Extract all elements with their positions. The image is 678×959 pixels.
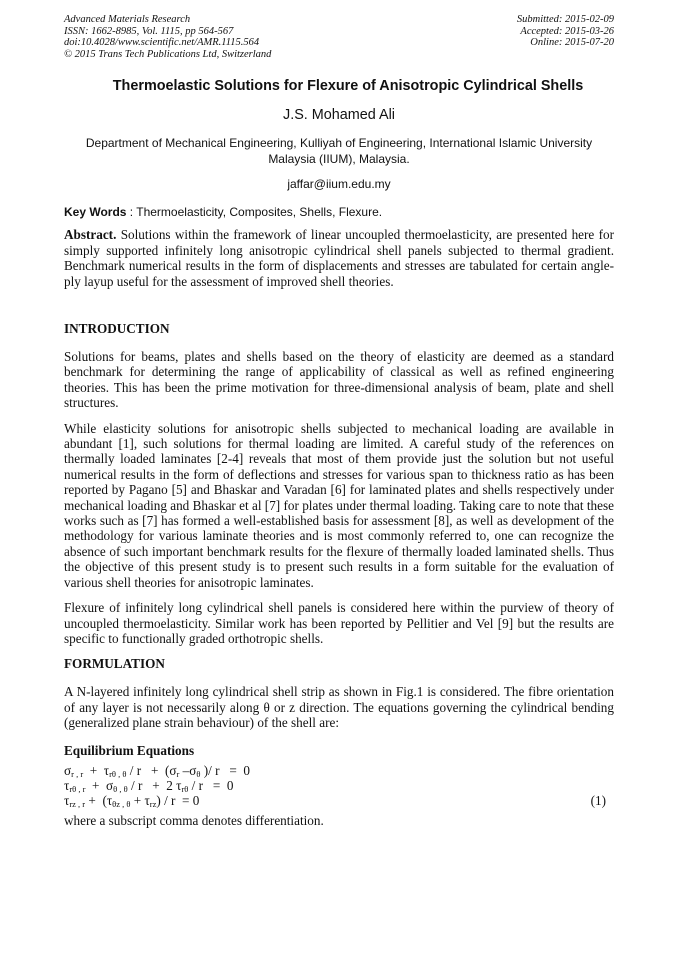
journal-issn: ISSN: 1662-8985, Vol. 1115, pp 564-567 <box>64 25 234 37</box>
online-date: Online: 2015-07-20 <box>530 37 614 49</box>
author-email: jaffar@iium.edu.my <box>287 177 391 192</box>
journal-info <box>64 14 271 60</box>
accepted-date: Accepted: 2015-03-26 <box>520 25 614 37</box>
paper-author: J.S. Mohamed Ali <box>283 107 395 124</box>
journal-header <box>64 14 614 60</box>
equation-line-1: $\sigma_{r , r} + \tau_{r\theta , \theta} / r + (\sigma_r$ $-\sigma_\theta$ )/ r = 0 <box>64 762 251 779</box>
equation-note: where a subscript comma denotes differentiation. <box>64 812 324 828</box>
journal-doi: doi:10.4028/www.scientific.net/AMR.1115.564 <box>64 37 260 49</box>
intro-paragraph-3: Flexure of infinitely long cylindrical shell panels is considered here within the purview of theory of uncoupled thermoelasticity. Similar work has been reported by Pellitier and Vel [9] but the results are specific to functionally graded orthotropic shells. <box>64 600 614 646</box>
equilibrium-equations <box>64 763 614 809</box>
keywords <box>64 205 614 219</box>
equation-line-2: $\tau_{r\theta , r} + \sigma_{\theta , \theta} / r + 2$ $\tau_{r\theta} / r = 0$ <box>64 777 234 794</box>
equation-line-3: $\tau_{rz , r} + (\tau_{\theta z , \theta} + \tau_{rz}) / r = 0$ <box>64 793 200 810</box>
journal-copyright: © 2015 Trans Tech Publications Ltd, Switzerland <box>64 48 272 60</box>
formulation-paragraph-1: A N-layered infinitely long cylindrical shell strip as shown in Fig.1 is considered. The fibre orientation of any layer is not necessarily along θ or z direction. The equations governing the cylindrical bending (generalized plane strain behaviour) of the shell are: <box>64 684 614 731</box>
journal-name: Advanced Materials Research <box>64 14 191 25</box>
affiliation-line-1: Department of Mechanical Engineering, Kulliyah of Engineering, International Islamic University <box>85 136 593 151</box>
abstract <box>64 227 614 289</box>
abstract-text: Solutions within the framework of linear uncoupled thermoelasticity, are presented here for simply supported infinitely long anisotropic cylindrical shell panels subjected to thermal gradient. Benchmark numerical results in the form of displacements and stresses are tabulated for certain angle-ply layup useful for the assessment of improved shell theories. <box>64 227 614 289</box>
formulation-heading: FORMULATION <box>64 656 165 672</box>
paper-page <box>64 14 614 828</box>
intro-paragraph-1: Solutions for beams, plates and shells based on the theory of elasticity are deemed as a standard benchmark for determining the range of applicability of classical as well as refined engineering theories. This has been the prime motivation for three-dimensional analysis of beam, plate and shell structures. <box>64 349 614 411</box>
paper-title: Thermoelastic Solutions for Flexure of Anisotropic Cylindrical Shells <box>112 78 584 95</box>
submission-dates <box>517 14 614 60</box>
author-affiliation <box>64 135 614 167</box>
keywords-list: : Thermoelasticity, Composites, Shells, Flexure. <box>126 205 383 220</box>
affiliation-line-2: Malaysia (IIUM), Malaysia. <box>268 152 410 167</box>
equilibrium-heading: Equilibrium Equations <box>64 742 195 758</box>
keywords-label: Key Words <box>64 205 127 220</box>
submitted-date: Submitted: 2015-02-09 <box>516 14 614 25</box>
equation-number: (1) <box>590 793 606 809</box>
intro-paragraph-2: While elasticity solutions for anisotropic shells subjected to mechanical loading are available in abundant [1], such solutions for thermal loading are limited. A careful study of the references on thermally loaded laminates [2-4] reveals that most of them provide just the solution but not useful numerical results in the form of deflections and stresses for various span to thickness ratio as has been reported by Pagano [5] and Bhaskar and Varadan [6] for laminated plates and shells respectively under mechanical loading and Bhaskar et al [7] for plates under thermal loading. Taking care to note that these works such as [7] has formed a well-established basis for assessment [8], as well as development of the methodology for various laminate theories and is most commonly referred to, one can recognize the absence of such important benchmark results for the flexure of thermally loaded laminated shells. Thus the objective of this present study is to present such results in a form suitable for the evaluation of various shell theories for anisotropic laminates. <box>64 420 614 590</box>
abstract-label: Abstract. <box>64 227 117 243</box>
introduction-heading: INTRODUCTION <box>64 321 170 336</box>
